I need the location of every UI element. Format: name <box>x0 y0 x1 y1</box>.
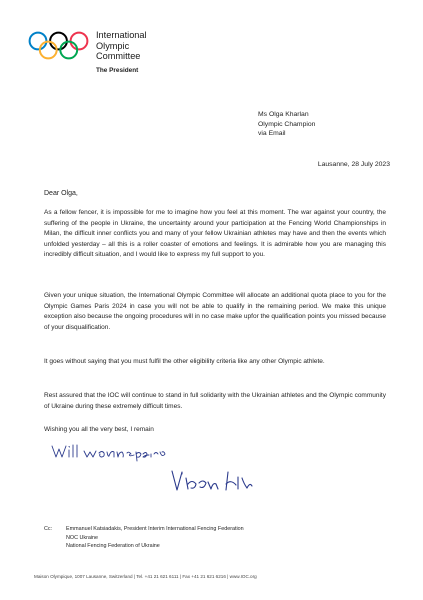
ring-red <box>71 33 88 50</box>
org-line: Committee <box>96 51 141 62</box>
recipient-via: via Email <box>258 130 286 138</box>
body-paragraph: It goes without saying that you must fulfil the other eligibility criteria like any other Olympic athlete. <box>44 358 325 365</box>
ring-blue <box>30 33 47 50</box>
body-paragraph: Rest assured that the IOC will continue to stand in full solidarity with the Ukrainian athletes and the Olympic community of Ukraine during these extremely difficult times. <box>44 392 386 410</box>
body-paragraph: Given your unique situation, the International Olympic Committee will allocate an additional quota place to you for the Olympic Games Paris 2024 in case you will not be able to qualify in the remaining period. We make this unique exception also because the ongoing procedures will in no case make upfor the qualification points you missed because of your disqualification. <box>44 292 386 331</box>
letter-date: Lausanne, 28 July 2023 <box>317 161 390 168</box>
salutation: Dear Olga, <box>44 190 78 197</box>
president-label: The President <box>96 67 139 74</box>
cc-recipient: NOC Ukraine <box>66 534 99 541</box>
organization-name <box>96 30 147 62</box>
ring-black <box>50 33 67 50</box>
cc-label: Cc: <box>44 526 53 532</box>
ring-green <box>60 42 77 59</box>
olympic-rings-logo <box>28 31 90 61</box>
closing-line: Wishing you all the very best, I remain <box>44 426 154 433</box>
body-paragraph: As a fellow fencer, it is impossible for me to imagine how you feel at this moment. The war against your country, the suffering of the people in Ukraine, the uncertainty around your participation at the Fencing World Championships in Milan, the difficult inner conflicts you and many of your fellow Ukrainian athletes may have and then the events which unfolded yesterday – all this is a roller coaster of emotions and feelings. It is admirable how you are managing this incredibly difficult situation, and I would like to express my full support to you. <box>44 209 386 258</box>
org-line: International <box>96 30 147 40</box>
letterhead-footer: Maison Olympique, 1007 Lausanne, Switzerland | Tel. +41 21 621 6111 | Fax +41 21 621 6216 | www.IOC.org <box>34 574 257 579</box>
recipient-title: Olympic Champion <box>258 120 316 128</box>
ring-yellow <box>40 42 57 59</box>
handwritten-closing <box>50 442 170 464</box>
cc-recipient: Emmanuel Katsiadakis, President Interim International Fencing Federation <box>66 526 244 532</box>
org-line: Olympic <box>96 40 130 51</box>
cc-recipient: National Fencing Federation of Ukraine <box>66 543 160 550</box>
recipient-block <box>258 110 315 139</box>
president-signature <box>168 468 268 496</box>
cc-recipients <box>66 525 244 551</box>
recipient-name: Ms Olga Kharlan <box>258 111 309 118</box>
